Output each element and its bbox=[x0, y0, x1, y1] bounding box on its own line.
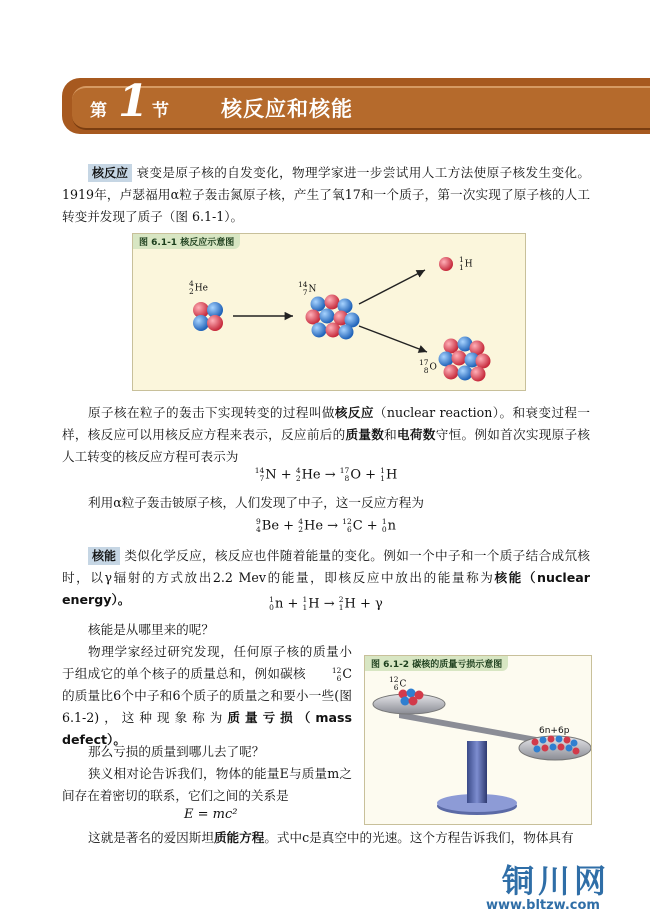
watermark-logo: 铜川网 bbox=[502, 862, 611, 900]
paragraph-mass-energy: 这就是著名的爱因斯坦质能方程。式中c是真空中的光速。这个方程告诉我们，物体具有 bbox=[88, 830, 574, 845]
section-suffix: 节 bbox=[152, 101, 169, 121]
equation-emc2: E = mc² bbox=[184, 807, 238, 822]
p1-text: 衰变是原子核的自发变化，物理学家进一步尝试用人工方法使原子核发生变化。1919年，卢瑟福用α粒子轰击氮原子核，产生了氧17和一个质子，第一次实现了原子核的人工转变并发现了质子（图 6.1-1）。 bbox=[62, 165, 590, 224]
label-nitrogen: 14 7 N bbox=[298, 280, 317, 297]
figure-nuclear-reaction bbox=[132, 233, 526, 391]
figure-caption: 图 6.1-1 核反应示意图 bbox=[133, 234, 240, 249]
proton bbox=[439, 257, 453, 271]
keyword-mass-energy-equation: 质能方程 bbox=[213, 830, 265, 845]
tag-nuclear-energy: 核能 bbox=[88, 547, 120, 565]
label-oxygen: 17 8 O bbox=[419, 358, 437, 375]
equation-3: 1 0 n + 1 1 H → 2 1 H + γ bbox=[269, 595, 383, 612]
label-nucleons: 6n+6p bbox=[539, 726, 570, 736]
paragraph-nuclear-reaction-intro bbox=[62, 162, 590, 228]
paragraph-relativity: 狭义相对论告诉我们，物体的能量E与质量m之间存在着密切的联系，它们之间的关系是 bbox=[62, 766, 352, 803]
figure-caption-2: 图 6.1-2 碳核的质量亏损示意图 bbox=[365, 656, 508, 671]
keyword-nuclear-reaction: 核反应 bbox=[334, 405, 374, 420]
equation-1: 14 7 N + 4 2 He → 17 8 O + 1 1 H bbox=[254, 466, 398, 483]
label-hydrogen: 1 1 H bbox=[459, 255, 473, 272]
arrow-to-oxygen bbox=[359, 326, 427, 352]
label-carbon: 12 6 C bbox=[389, 675, 407, 692]
equation-2: 9 4 Be + 4 2 He → 12 6 C + 1 0 n bbox=[256, 517, 396, 534]
tag-nuclear-reaction: 核反应 bbox=[88, 164, 132, 182]
section-title: 核反应和核能 bbox=[221, 97, 353, 121]
section-prefix: 第 bbox=[90, 101, 107, 121]
keyword-mass-defect: 质量亏损 bbox=[227, 710, 298, 725]
watermark-url: www.bltzw.com bbox=[486, 898, 600, 913]
paragraph-question: 核能是从哪里来的呢？ bbox=[88, 622, 214, 637]
paragraph-beryllium: 利用α粒子轰击铍原子核，人们发现了中子，这一反应方程为 bbox=[88, 495, 424, 510]
figure-mass-defect bbox=[364, 655, 592, 825]
paragraph-where-mass: 那么亏损的质量到哪儿去了呢？ bbox=[88, 744, 265, 759]
nitrogen-nucleus bbox=[306, 295, 360, 340]
paragraph-nuclear-energy: 核能 类似化学反应，核反应也伴随着能量的变化。例如一个中子和一个质子结合成氘核时，以γ辐射的方式放出2.2 Mev的能量，即核反应中放出的能量称为核能（nuclear energy）。 bbox=[62, 548, 591, 607]
label-helium: 4 2 He bbox=[189, 279, 208, 296]
paragraph-nuclear-reaction-definition: 原子核在粒子的轰击下实现转变的过程叫做核反应（nuclear reaction）。和衰变过程一样，核反应可以用核反应方程来表示，反应前后的质量数和电荷数守恒。例如首次实现原子核人工转变的核反应方程可表示为 bbox=[62, 405, 591, 464]
section-number: 1 bbox=[118, 76, 149, 127]
helium-nucleus bbox=[193, 302, 223, 331]
paragraph-mass-defect: 物理学家经过研究发现，任何原子核的质量小于组成它的单个核子的质量总和，例如碳核 12 6 C的质量比6个中子和6个质子的质量之和要小一些(图 6.1-2)，这种现象称为质量亏损（mass defect）。 bbox=[62, 644, 352, 747]
arrow-to-proton bbox=[359, 270, 425, 304]
keyword-nuclear-energy: 核能 bbox=[494, 570, 523, 585]
oxygen-nucleus bbox=[439, 337, 491, 382]
